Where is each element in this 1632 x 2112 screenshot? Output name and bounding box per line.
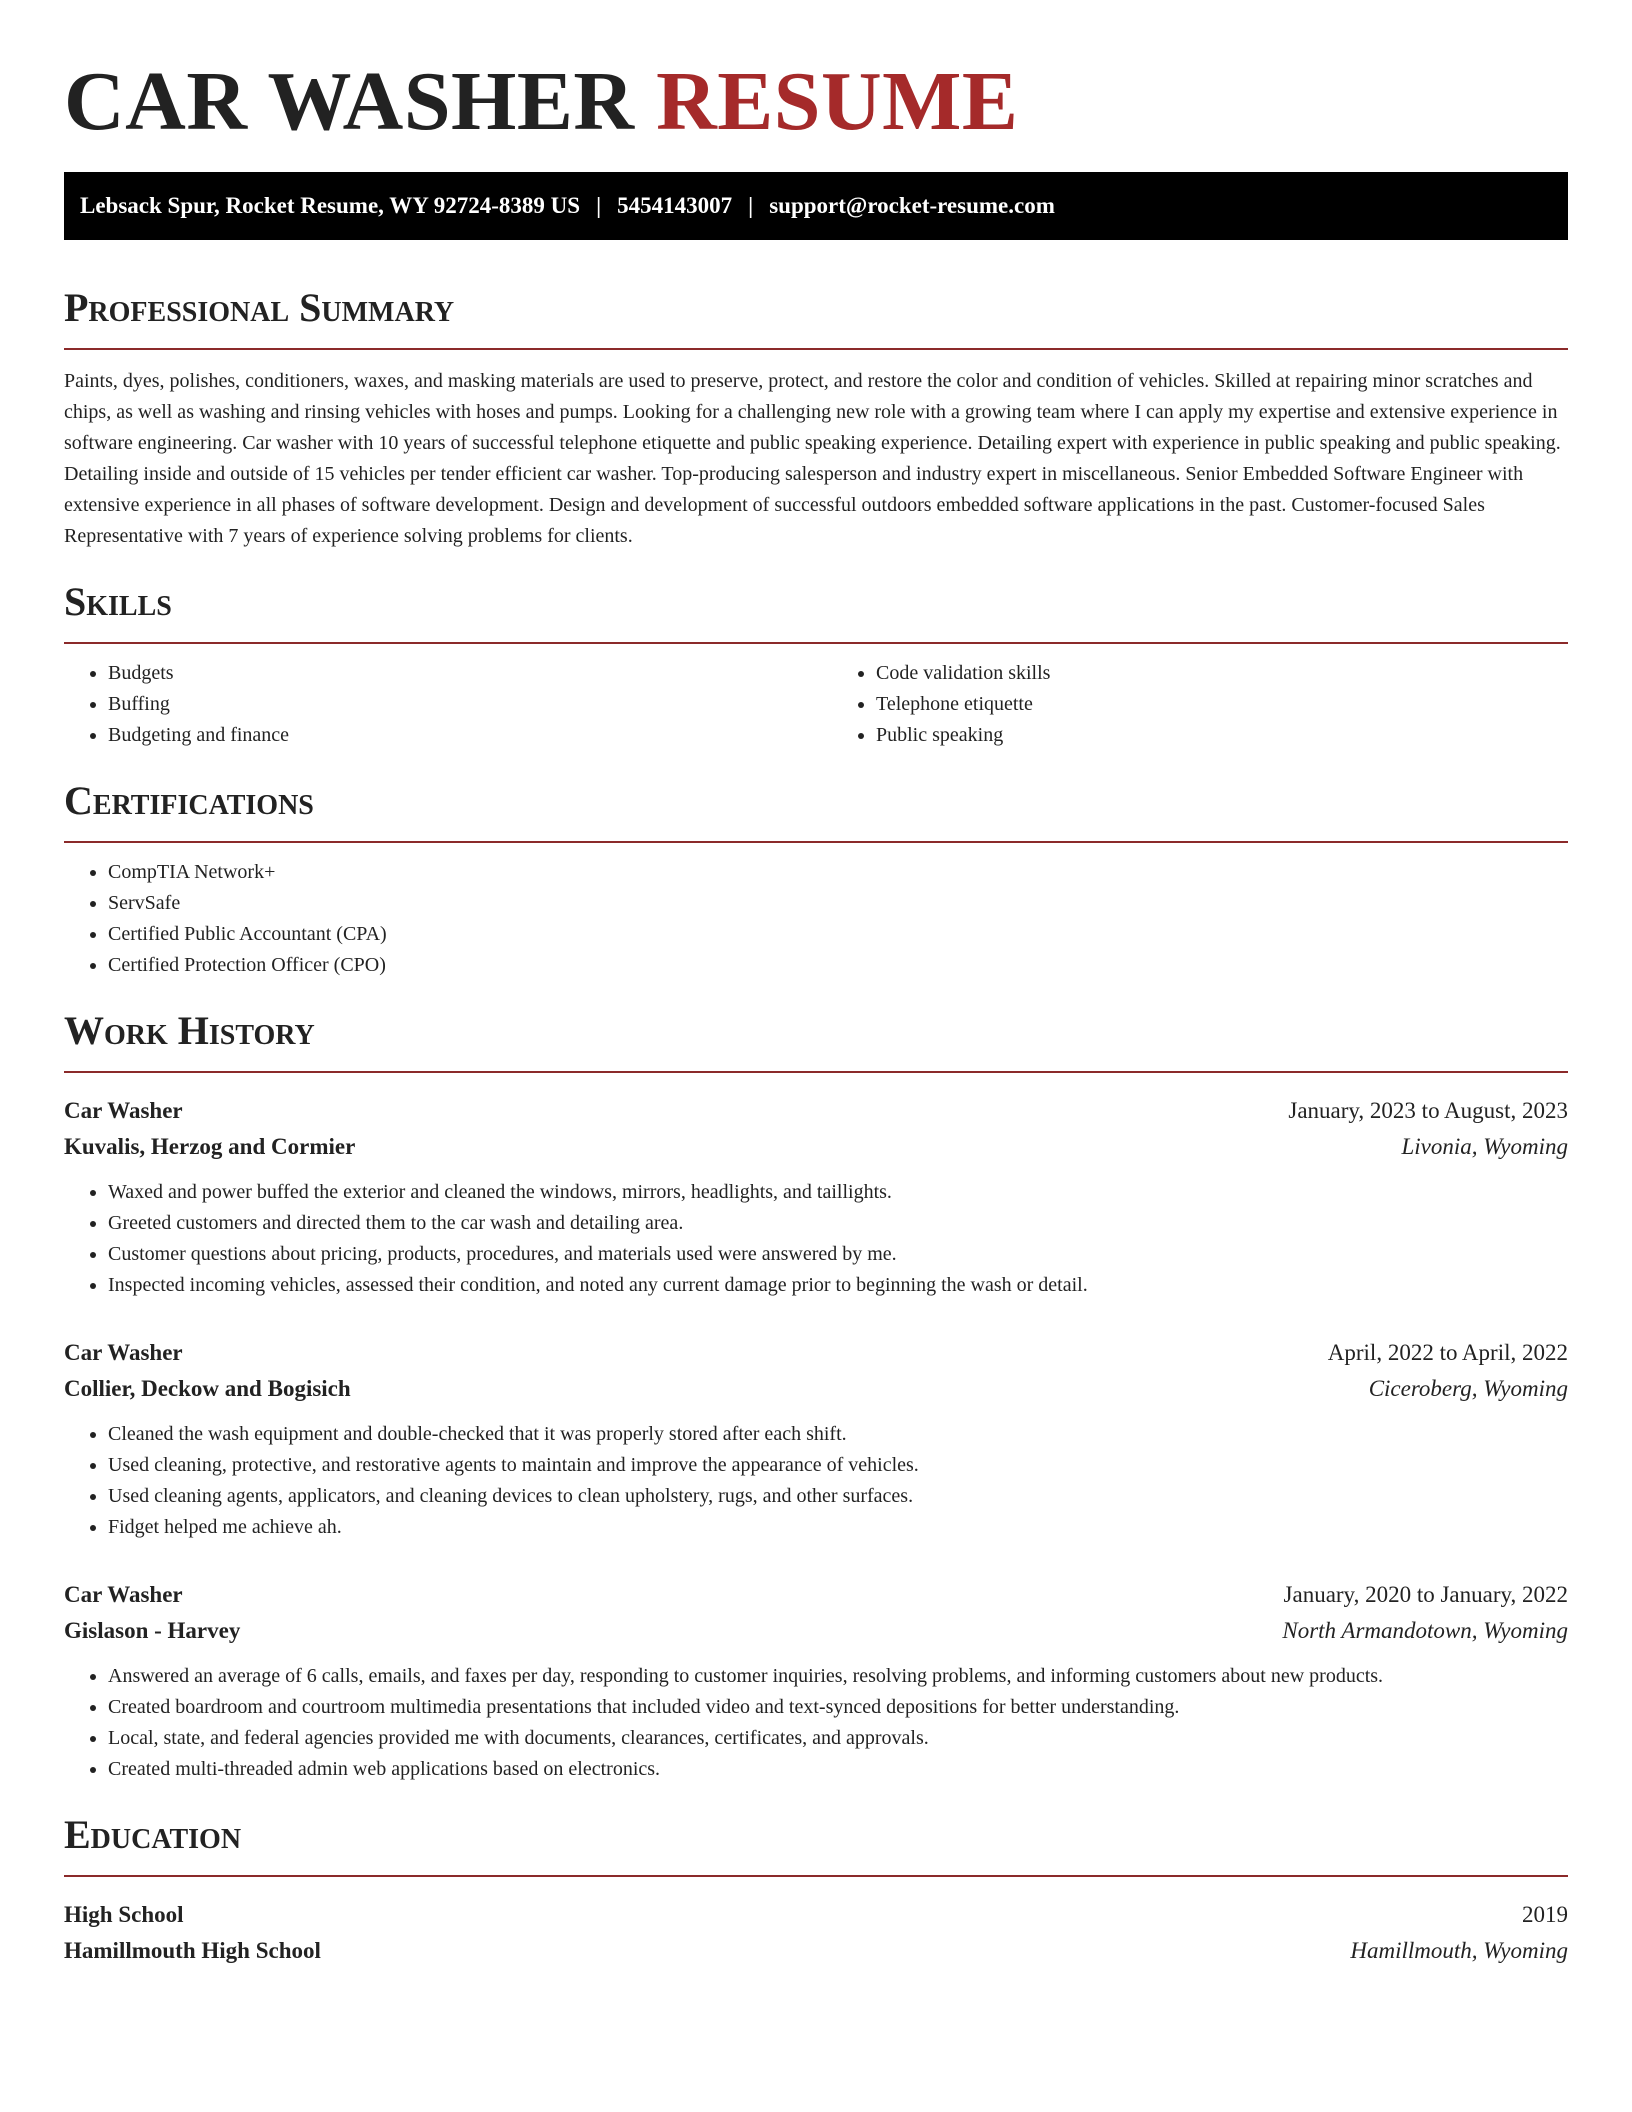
job-company: Gislason - Harvey	[64, 1618, 241, 1643]
job-dates: January, 2020 to January, 2022	[1283, 1582, 1568, 1607]
resume-title	[64, 52, 1568, 152]
education-heading: Education	[64, 1812, 242, 1857]
contact-phone: 5454143007	[617, 193, 733, 218]
certification-item: • Certified Protection Officer (CPO)	[108, 950, 1568, 981]
job-company: Collier, Deckow and Bogisich	[64, 1376, 351, 1401]
skills-list-right	[816, 658, 1568, 751]
certification-item: • Certified Public Accountant (CPA)	[108, 919, 1568, 950]
job-location: Livonia, Wyoming	[1401, 1134, 1568, 1159]
skill-item: • Code validation skills	[876, 658, 1568, 689]
contact-email: support@rocket-resume.com	[769, 193, 1055, 218]
section-divider	[64, 841, 1568, 843]
title-main: CAR WASHER	[64, 55, 635, 148]
job-entry	[64, 1335, 1568, 1543]
job-dates: January, 2023 to August, 2023	[1288, 1098, 1568, 1123]
job-bullets	[64, 1661, 1568, 1785]
education-location: Hamillmouth, Wyoming	[1350, 1938, 1568, 1963]
skill-item: • Budgeting and finance	[108, 720, 816, 751]
job-bullets	[64, 1177, 1568, 1301]
skills-list-left	[64, 658, 816, 751]
job-bullet: • Cleaned the wash equipment and double-checked that it was properly stored after each shift.	[108, 1419, 1568, 1450]
skill-item: • Public speaking	[876, 720, 1568, 751]
skill-item: • Telephone etiquette	[876, 689, 1568, 720]
education-degree: High School	[64, 1902, 184, 1927]
job-bullets	[64, 1419, 1568, 1543]
contact-separator: |	[748, 193, 754, 218]
summary-heading: Professional Summary	[64, 285, 455, 330]
certification-item: • CompTIA Network+	[108, 857, 1568, 888]
job-location: Ciceroberg, Wyoming	[1368, 1376, 1568, 1401]
job-title: Car Washer	[64, 1340, 183, 1365]
job-bullet: • Used cleaning, protective, and restorative agents to maintain and improve the appearance of vehicles.	[108, 1450, 1568, 1481]
education-entry	[64, 1897, 1568, 1969]
certifications-heading: Certifications	[64, 778, 314, 823]
job-bullet: • Used cleaning agents, applicators, and cleaning devices to clean upholstery, rugs, and other surfaces.	[108, 1481, 1568, 1512]
section-divider	[64, 1071, 1568, 1073]
job-company: Kuvalis, Herzog and Cormier	[64, 1134, 356, 1159]
job-bullet: • Customer questions about pricing, products, procedures, and materials used were answered by me.	[108, 1239, 1568, 1270]
job-bullet: • Fidget helped me achieve ah.	[108, 1512, 1568, 1543]
job-bullet: • Waxed and power buffed the exterior and cleaned the windows, mirrors, headlights, and taillights.	[108, 1177, 1568, 1208]
skill-item: • Budgets	[108, 658, 816, 689]
job-bullet: • Created multi-threaded admin web applications based on electronics.	[108, 1754, 1568, 1785]
job-location: North Armandotown, Wyoming	[1282, 1618, 1568, 1643]
certifications-list	[64, 857, 1568, 981]
job-title: Car Washer	[64, 1098, 183, 1123]
title-accent: RESUME	[656, 55, 1019, 148]
contact-separator: |	[596, 193, 602, 218]
skills-heading: Skills	[64, 579, 172, 624]
contact-address: Lebsack Spur, Rocket Resume, WY 92724-8389 US	[80, 193, 581, 218]
certification-item: • ServSafe	[108, 888, 1568, 919]
work-history-heading: Work History	[64, 1008, 315, 1053]
education-school: Hamillmouth High School	[64, 1938, 321, 1963]
job-dates: April, 2022 to April, 2022	[1327, 1340, 1568, 1365]
job-bullet: • Answered an average of 6 calls, emails, and faxes per day, responding to customer inquiries, resolving problems, and informing customers about new products.	[108, 1661, 1568, 1692]
job-bullet: • Created boardroom and courtroom multimedia presentations that included video and text-synced depositions for better understanding.	[108, 1692, 1568, 1723]
skill-item: • Buffing	[108, 689, 816, 720]
job-bullet: • Greeted customers and directed them to the car wash and detailing area.	[108, 1208, 1568, 1239]
section-divider	[64, 348, 1568, 350]
education-year: 2019	[1522, 1902, 1568, 1927]
contact-bar	[64, 172, 1568, 240]
summary-text: Paints, dyes, polishes, conditioners, waxes, and masking materials are used to preserve, protect, and restore the color and condition of vehicles. Skilled at repairing minor scratches and chips, as well as washing and rinsing vehicles with hoses and pumps. Looking for a challenging new role with a growing team where I can apply my expertise and extensive experience in software engineering. Car washer with 10 years of successful telephone etiquette and public speaking experience. Detailing expert with experience in public speaking and public speaking. Detailing inside and outside of 15 vehicles per tender efficient car washer. Top-producing salesperson and industry expert in miscellaneous. Senior Embedded Software Engineer with extensive experience in all phases of software development. Design and development of successful outdoors embedded software applications in the past. Customer-focused Sales Representative with 7 years of experience solving problems for clients.	[64, 370, 1561, 547]
job-title: Car Washer	[64, 1582, 183, 1607]
job-entry	[64, 1093, 1568, 1301]
skills-grid	[64, 644, 1568, 751]
section-divider	[64, 1875, 1568, 1877]
job-entry	[64, 1577, 1568, 1785]
job-bullet: • Local, state, and federal agencies provided me with documents, clearances, certificates, and approvals.	[108, 1723, 1568, 1754]
job-bullet: • Inspected incoming vehicles, assessed their condition, and noted any current damage prior to beginning the wash or detail.	[108, 1270, 1568, 1301]
